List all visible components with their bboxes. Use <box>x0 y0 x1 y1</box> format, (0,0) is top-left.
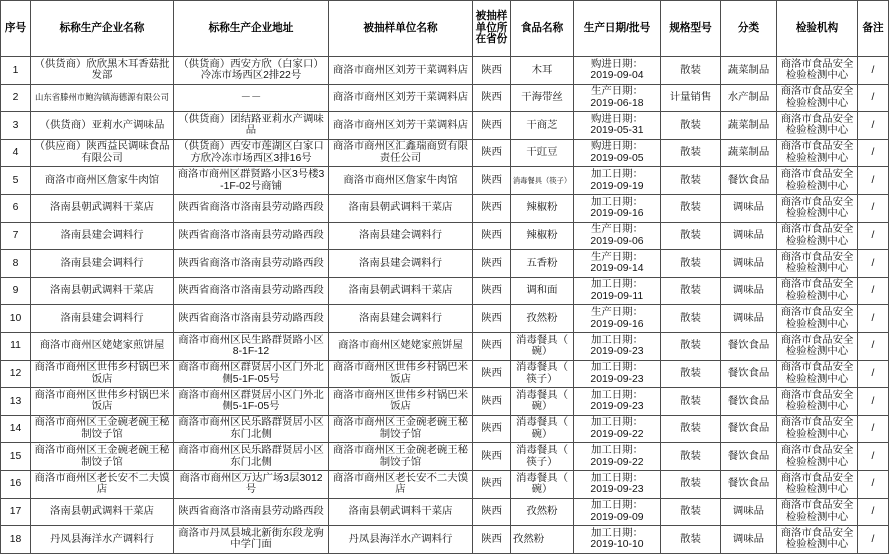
cell-agency: 商洛市食品安全检验检测中心 <box>777 305 858 333</box>
cell-no: 8 <box>1 250 31 278</box>
date-value: 2019-09-14 <box>590 263 644 275</box>
cell-manufacturer-address: 陕西省商洛市洛南县劳动路西段 <box>174 305 329 333</box>
cell-sampled-unit: 洛南县建会调料行 <box>329 250 473 278</box>
date-value: 2019-10-10 <box>590 539 644 551</box>
cell-category: 餐饮食品 <box>721 415 777 443</box>
cell-remark: / <box>858 139 889 167</box>
cell-date <box>574 388 661 416</box>
cell-agency: 商洛市食品安全检验检测中心 <box>777 250 858 278</box>
cell-no: 5 <box>1 167 31 195</box>
cell-date <box>574 360 661 388</box>
date-label: 购进日期： <box>591 113 643 125</box>
date-value: 2019-09-04 <box>590 70 644 82</box>
date-value: 2019-06-18 <box>590 97 644 109</box>
cell-manufacturer-address: 商洛市商州区万达广场3层3012号 <box>174 470 329 498</box>
cell-date <box>574 443 661 471</box>
cell-date <box>574 167 661 195</box>
cell-remark: / <box>858 194 889 222</box>
cell-sampled-unit: 商洛市商州区刘芳干菜调料店 <box>329 112 473 140</box>
header-sampled-unit: 被抽样单位名称 <box>329 1 473 57</box>
cell-sampled-unit: 商洛市商州区王金碗老碗王秘制饺子馆 <box>329 415 473 443</box>
cell-manufacturer-address: 陕西省商洛市洛南县劳动路西段 <box>174 194 329 222</box>
cell-agency: 商洛市食品安全检验检测中心 <box>777 277 858 305</box>
cell-spec: 计量销售 <box>661 84 721 112</box>
cell-category: 餐饮食品 <box>721 443 777 471</box>
cell-remark: / <box>858 388 889 416</box>
cell-manufacturer-address: 商洛市商州区民生路群贤路小区8-1F-12 <box>174 332 329 360</box>
header-row <box>1 1 889 57</box>
cell-manufacturer-name: 商洛市商州区詹家牛肉馆 <box>31 167 174 195</box>
cell-sampled-unit: 洛南县建会调料行 <box>329 222 473 250</box>
cell-manufacturer-name: 洛南县建会调料行 <box>31 250 174 278</box>
date-label: 加工日期： <box>591 169 643 181</box>
cell-sampled-unit: 洛南县建会调料行 <box>329 305 473 333</box>
cell-manufacturer-address: 商洛市商州区群贤居小区门外北侧5-1F-05号 <box>174 388 329 416</box>
cell-manufacturer-name: 洛南县朝武调料干菜店 <box>31 194 174 222</box>
cell-manufacturer-name: 商洛市商州区老长安不二夫馍店 <box>31 470 174 498</box>
cell-food-name: 消毒餐具（碗） <box>511 470 574 498</box>
header-category: 分类 <box>721 1 777 57</box>
date-label: 加工日期： <box>591 279 643 291</box>
cell-date <box>574 84 661 112</box>
cell-manufacturer-address: （供货商）西安市莲湖区白家口方欣冷冻市场西区3排16号 <box>174 139 329 167</box>
cell-category: 调味品 <box>721 498 777 526</box>
cell-spec: 散装 <box>661 526 721 554</box>
cell-spec: 散装 <box>661 360 721 388</box>
cell-food-name: 消毒餐具（筷子） <box>511 360 574 388</box>
header-date: 生产日期/批号 <box>574 1 661 57</box>
cell-no: 17 <box>1 498 31 526</box>
cell-no: 14 <box>1 415 31 443</box>
cell-manufacturer-address: 陕西省商洛市洛南县劳动路西段 <box>174 222 329 250</box>
cell-province: 陕西 <box>473 222 511 250</box>
cell-manufacturer-address: －－ <box>174 84 329 112</box>
cell-date <box>574 332 661 360</box>
cell-category: 餐饮食品 <box>721 167 777 195</box>
date-value: 2019-09-06 <box>590 235 644 247</box>
cell-no: 12 <box>1 360 31 388</box>
cell-food-name: 干豇豆 <box>511 139 574 167</box>
date-value: 2019-09-09 <box>590 511 644 523</box>
header-spec: 规格型号 <box>661 1 721 57</box>
cell-no: 9 <box>1 277 31 305</box>
cell-category: 餐饮食品 <box>721 470 777 498</box>
table-row <box>1 277 889 305</box>
cell-date <box>574 194 661 222</box>
cell-food-name: 孜然粉 <box>511 305 574 333</box>
cell-agency: 商洛市食品安全检验检测中心 <box>777 388 858 416</box>
date-value: 2019-09-16 <box>590 318 644 330</box>
cell-manufacturer-name: 商洛市商州区王金碗老碗王秘制饺子馆 <box>31 415 174 443</box>
cell-category: 餐饮食品 <box>721 388 777 416</box>
cell-agency: 商洛市食品安全检验检测中心 <box>777 498 858 526</box>
date-value: 2019-09-16 <box>590 208 644 220</box>
cell-agency: 商洛市食品安全检验检测中心 <box>777 332 858 360</box>
cell-manufacturer-name: 洛南县建会调料行 <box>31 305 174 333</box>
cell-sampled-unit: 商洛市商州区姥姥家煎饼屋 <box>329 332 473 360</box>
cell-date <box>574 470 661 498</box>
cell-manufacturer-name: 商洛市商州区王金碗老碗王秘制饺子馆 <box>31 443 174 471</box>
cell-no: 2 <box>1 84 31 112</box>
date-label: 加工日期： <box>591 334 643 346</box>
cell-spec: 散装 <box>661 139 721 167</box>
header-no: 序号 <box>1 1 31 57</box>
cell-food-name: 消毒餐具（碗） <box>511 332 574 360</box>
cell-manufacturer-address: （供货商）团结路亚莉水产调味品 <box>174 112 329 140</box>
cell-province: 陕西 <box>473 277 511 305</box>
cell-manufacturer-name: （供应商）陕西益民调味食品有限公司 <box>31 139 174 167</box>
cell-remark: / <box>858 84 889 112</box>
table-row <box>1 222 889 250</box>
table-row <box>1 250 889 278</box>
table-row <box>1 84 889 112</box>
cell-spec: 散装 <box>661 388 721 416</box>
date-value: 2019-09-19 <box>590 180 644 192</box>
cell-province: 陕西 <box>473 57 511 85</box>
cell-manufacturer-name: 丹凤县海洋水产调料行 <box>31 526 174 554</box>
cell-manufacturer-address: 商洛市商州区民乐路群贤居小区东门北侧 <box>174 443 329 471</box>
cell-manufacturer-name: 商洛市商州区世伟乡村锅巴米饭店 <box>31 360 174 388</box>
cell-no: 10 <box>1 305 31 333</box>
cell-spec: 散装 <box>661 305 721 333</box>
cell-sampled-unit: 商洛市商州区王金碗老碗王秘制饺子馆 <box>329 443 473 471</box>
cell-province: 陕西 <box>473 360 511 388</box>
cell-agency: 商洛市食品安全检验检测中心 <box>777 194 858 222</box>
cell-no: 18 <box>1 526 31 554</box>
date-label: 加工日期： <box>591 445 643 457</box>
cell-remark: / <box>858 112 889 140</box>
cell-food-name: 消毒餐具（碗） <box>511 415 574 443</box>
cell-sampled-unit: 洛南县朝武调料干菜店 <box>329 194 473 222</box>
cell-remark: / <box>858 305 889 333</box>
date-label: 加工日期： <box>591 417 643 429</box>
cell-remark: / <box>858 526 889 554</box>
cell-remark: / <box>858 443 889 471</box>
cell-manufacturer-name: 洛南县建会调料行 <box>31 222 174 250</box>
cell-remark: / <box>858 470 889 498</box>
cell-spec: 散装 <box>661 167 721 195</box>
cell-food-name: 消毒餐具（筷子） <box>511 443 574 471</box>
cell-spec: 散装 <box>661 332 721 360</box>
table-row <box>1 112 889 140</box>
date-label: 生产日期： <box>591 224 643 236</box>
date-value: 2019-09-22 <box>590 429 644 441</box>
cell-category: 调味品 <box>721 194 777 222</box>
cell-agency: 商洛市食品安全检验检测中心 <box>777 222 858 250</box>
cell-food-name: 辣椒粉 <box>511 194 574 222</box>
header-manufacturer-address: 标称生产企业地址 <box>174 1 329 57</box>
cell-no: 7 <box>1 222 31 250</box>
date-label: 购进日期： <box>591 58 643 70</box>
cell-remark: / <box>858 498 889 526</box>
cell-province: 陕西 <box>473 139 511 167</box>
cell-agency: 商洛市食品安全检验检测中心 <box>777 84 858 112</box>
date-label: 生产日期： <box>591 251 643 263</box>
date-label: 加工日期： <box>591 472 643 484</box>
table-row <box>1 388 889 416</box>
cell-manufacturer-address: 商洛市商州区民乐路群贤居小区东门北侧 <box>174 415 329 443</box>
cell-province: 陕西 <box>473 167 511 195</box>
cell-spec: 散装 <box>661 222 721 250</box>
date-value: 2019-09-05 <box>590 153 644 165</box>
cell-manufacturer-address: 商洛市商州区群贤路小区3号楼3-1F-02号商铺 <box>174 167 329 195</box>
cell-province: 陕西 <box>473 332 511 360</box>
cell-province: 陕西 <box>473 498 511 526</box>
cell-category: 餐饮食品 <box>721 332 777 360</box>
cell-category: 调味品 <box>721 526 777 554</box>
cell-sampled-unit: 商洛市商州区詹家牛肉馆 <box>329 167 473 195</box>
cell-manufacturer-address: 陕西省商洛市洛南县劳动路西段 <box>174 277 329 305</box>
cell-agency: 商洛市食品安全检验检测中心 <box>777 112 858 140</box>
cell-spec: 散装 <box>661 250 721 278</box>
cell-province: 陕西 <box>473 194 511 222</box>
header-province: 被抽样单位所在省份 <box>473 1 511 57</box>
cell-province: 陕西 <box>473 526 511 554</box>
cell-remark: / <box>858 57 889 85</box>
cell-date <box>574 112 661 140</box>
cell-province: 陕西 <box>473 415 511 443</box>
cell-date <box>574 139 661 167</box>
table-row <box>1 305 889 333</box>
cell-spec: 散装 <box>661 498 721 526</box>
cell-category: 蔬菜制品 <box>721 112 777 140</box>
table-body <box>1 57 889 554</box>
cell-no: 15 <box>1 443 31 471</box>
table-header <box>1 1 889 57</box>
cell-sampled-unit: 商洛市商州区刘芳干菜调料店 <box>329 84 473 112</box>
cell-category: 蔬菜制品 <box>721 139 777 167</box>
cell-date <box>574 305 661 333</box>
cell-spec: 散装 <box>661 194 721 222</box>
table-row <box>1 57 889 85</box>
cell-province: 陕西 <box>473 305 511 333</box>
cell-no: 1 <box>1 57 31 85</box>
cell-sampled-unit: 商洛市商州区汇鑫瑞商贸有限责任公司 <box>329 139 473 167</box>
cell-agency: 商洛市食品安全检验检测中心 <box>777 470 858 498</box>
cell-sampled-unit: 商洛市商州区刘芳干菜调料店 <box>329 57 473 85</box>
cell-remark: / <box>858 415 889 443</box>
date-label: 生产日期： <box>591 307 643 319</box>
header-manufacturer-name: 标称生产企业名称 <box>31 1 174 57</box>
cell-manufacturer-name: （供货商）欣欣黑木耳香菇批发部 <box>31 57 174 85</box>
cell-agency: 商洛市食品安全检验检测中心 <box>777 415 858 443</box>
cell-agency: 商洛市食品安全检验检测中心 <box>777 526 858 554</box>
table-row <box>1 167 889 195</box>
cell-date <box>574 222 661 250</box>
date-value: 2019-09-22 <box>590 456 644 468</box>
cell-date <box>574 57 661 85</box>
cell-remark: / <box>858 167 889 195</box>
cell-manufacturer-address: 商洛市商州区群贤居小区门外北侧5-1F-05号 <box>174 360 329 388</box>
table-row <box>1 498 889 526</box>
cell-no: 16 <box>1 470 31 498</box>
cell-category: 水产制品 <box>721 84 777 112</box>
cell-food-name: 调和面 <box>511 277 574 305</box>
date-value: 2019-09-23 <box>590 346 644 358</box>
cell-province: 陕西 <box>473 250 511 278</box>
cell-remark: / <box>858 332 889 360</box>
date-value: 2019-05-31 <box>590 125 644 137</box>
cell-food-name: 辣椒粉 <box>511 222 574 250</box>
cell-manufacturer-address: 商洛市丹凤县城北新街东段龙驹中学门面 <box>174 526 329 554</box>
date-value: 2019-09-11 <box>590 291 644 303</box>
table-row <box>1 526 889 554</box>
cell-remark: / <box>858 360 889 388</box>
cell-no: 11 <box>1 332 31 360</box>
cell-agency: 商洛市食品安全检验检测中心 <box>777 139 858 167</box>
date-label: 加工日期： <box>591 527 643 539</box>
cell-date <box>574 498 661 526</box>
header-agency: 检验机构 <box>777 1 858 57</box>
cell-manufacturer-name: 商洛市商州区世伟乡村锅巴米饭店 <box>31 388 174 416</box>
cell-food-name: 消毒餐具（筷子） <box>511 167 574 195</box>
cell-date <box>574 277 661 305</box>
cell-spec: 散装 <box>661 470 721 498</box>
cell-sampled-unit: 商洛市商州区世伟乡村锅巴米饭店 <box>329 388 473 416</box>
date-value: 2019-09-23 <box>590 401 644 413</box>
cell-manufacturer-name: （供货商）亚莉水产调味品 <box>31 112 174 140</box>
cell-date <box>574 415 661 443</box>
cell-manufacturer-name: 洛南县朝武调料干菜店 <box>31 498 174 526</box>
date-label: 加工日期： <box>591 500 643 512</box>
cell-sampled-unit: 丹凤县海洋水产调料行 <box>329 526 473 554</box>
cell-agency: 商洛市食品安全检验检测中心 <box>777 360 858 388</box>
cell-date <box>574 250 661 278</box>
cell-manufacturer-name: 洛南县朝武调料干菜店 <box>31 277 174 305</box>
cell-sampled-unit: 商洛市商州区世伟乡村锅巴米饭店 <box>329 360 473 388</box>
cell-category: 餐饮食品 <box>721 360 777 388</box>
cell-remark: / <box>858 250 889 278</box>
cell-province: 陕西 <box>473 112 511 140</box>
cell-sampled-unit: 洛南县朝武调料干菜店 <box>329 277 473 305</box>
cell-food-name: 木耳 <box>511 57 574 85</box>
cell-food-name: 五香粉 <box>511 250 574 278</box>
cell-no: 3 <box>1 112 31 140</box>
cell-spec: 散装 <box>661 57 721 85</box>
cell-spec: 散装 <box>661 443 721 471</box>
cell-category: 调味品 <box>721 277 777 305</box>
cell-category: 调味品 <box>721 305 777 333</box>
table-row <box>1 139 889 167</box>
cell-province: 陕西 <box>473 84 511 112</box>
cell-no: 13 <box>1 388 31 416</box>
cell-food-name: 消毒餐具（碗） <box>511 388 574 416</box>
cell-manufacturer-address: （供货商）西安方欣（白家口）冷冻市场西区2排22号 <box>174 57 329 85</box>
cell-no: 6 <box>1 194 31 222</box>
date-value: 2019-09-23 <box>590 484 644 496</box>
header-food-name: 食品名称 <box>511 1 574 57</box>
cell-remark: / <box>858 222 889 250</box>
header-remark: 备注 <box>858 1 889 57</box>
date-label: 生产日期： <box>591 86 643 98</box>
table-row <box>1 332 889 360</box>
date-label: 加工日期： <box>591 362 643 374</box>
cell-province: 陕西 <box>473 388 511 416</box>
cell-category: 调味品 <box>721 222 777 250</box>
date-label: 购进日期： <box>591 141 643 153</box>
cell-manufacturer-name: 山东省滕州市鲍沟镇海德源有限公司 <box>31 84 174 112</box>
date-value: 2019-09-23 <box>590 373 644 385</box>
cell-food-name: 干海带丝 <box>511 84 574 112</box>
cell-spec: 散装 <box>661 415 721 443</box>
cell-spec: 散装 <box>661 277 721 305</box>
cell-food-name: 孜然粉 <box>511 526 574 554</box>
table-row <box>1 360 889 388</box>
cell-food-name: 干商芝 <box>511 112 574 140</box>
table-row <box>1 470 889 498</box>
cell-date <box>574 526 661 554</box>
date-label: 加工日期： <box>591 389 643 401</box>
date-label: 加工日期： <box>591 196 643 208</box>
cell-category: 调味品 <box>721 250 777 278</box>
cell-category: 蔬菜制品 <box>721 57 777 85</box>
cell-province: 陕西 <box>473 443 511 471</box>
cell-agency: 商洛市食品安全检验检测中心 <box>777 57 858 85</box>
table-row <box>1 415 889 443</box>
cell-remark: / <box>858 277 889 305</box>
cell-no: 4 <box>1 139 31 167</box>
cell-sampled-unit: 洛南县朝武调料干菜店 <box>329 498 473 526</box>
table-row <box>1 194 889 222</box>
cell-manufacturer-address: 陕西省商洛市洛南县劳动路西段 <box>174 250 329 278</box>
cell-manufacturer-address: 陕西省商洛市洛南县劳动路西段 <box>174 498 329 526</box>
cell-agency: 商洛市食品安全检验检测中心 <box>777 167 858 195</box>
table-row <box>1 443 889 471</box>
cell-food-name: 孜然粉 <box>511 498 574 526</box>
cell-spec: 散装 <box>661 112 721 140</box>
cell-province: 陕西 <box>473 470 511 498</box>
cell-agency: 商洛市食品安全检验检测中心 <box>777 443 858 471</box>
cell-manufacturer-name: 商洛市商州区姥姥家煎饼屋 <box>31 332 174 360</box>
cell-sampled-unit: 商洛市商州区老长安不二夫馍店 <box>329 470 473 498</box>
